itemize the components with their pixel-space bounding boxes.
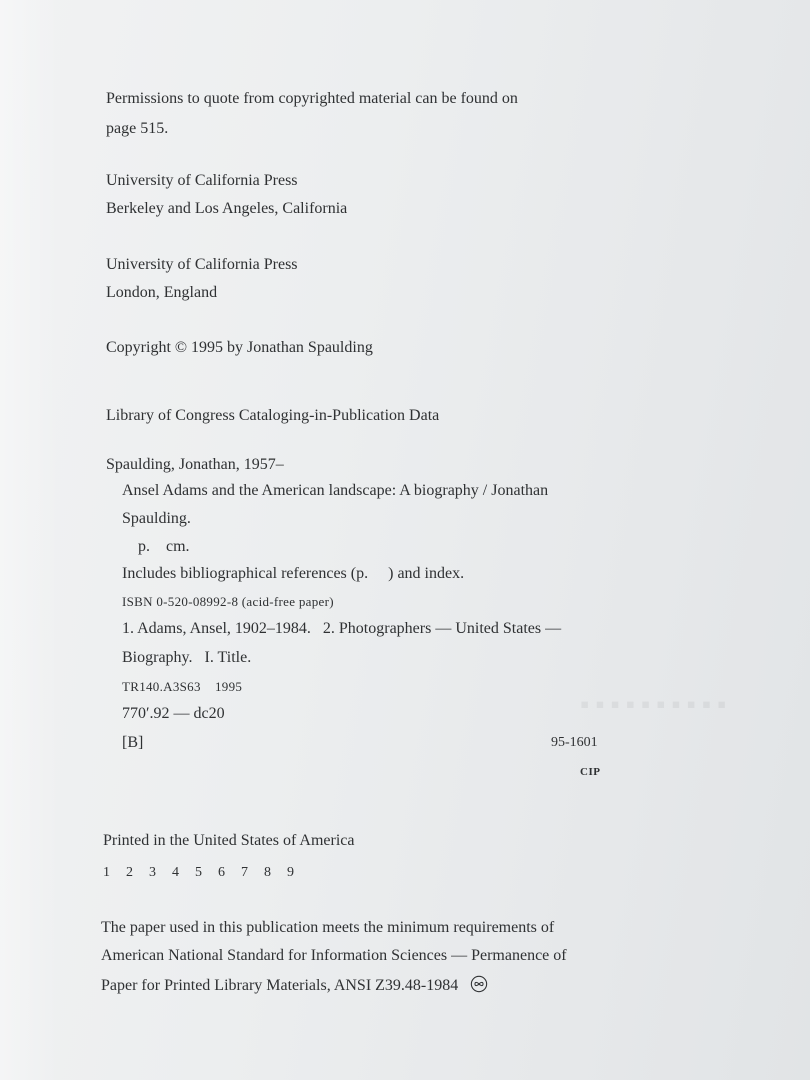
impression-number: 5 <box>195 865 202 880</box>
cip-title-line-1: Ansel Adams and the American landscape: A biography / Jonathan <box>122 482 549 499</box>
cip-subjects-line-1: 1. Adams, Ansel, 1902–1984. 2. Photographers — United States — <box>122 620 562 637</box>
show-through-text: ▪▪▪▪▪▪▪▪▪▪ <box>580 690 733 719</box>
impression-number: 7 <box>241 865 248 880</box>
printed-in-line: Printed in the United States of America <box>103 832 355 849</box>
impression-number: 2 <box>126 865 133 880</box>
cip-bracket: [B] <box>122 734 144 751</box>
paper-notice-line-3-wrap <box>101 975 488 996</box>
cip-notes: Includes bibliographical references (p. ) and index. <box>122 565 465 582</box>
printing-impression-numbers <box>103 862 306 883</box>
impression-number: 9 <box>287 865 294 880</box>
publisher-1-name: University of California Press <box>106 172 298 189</box>
cip-subjects-line-2: Biography. I. Title. <box>122 649 252 666</box>
cip-title-line-2: Spaulding. <box>122 510 191 527</box>
paper-notice-line-2: American National Standard for Information Sciences — Permanence of <box>101 947 567 964</box>
paper-notice-line-1: The paper used in this publication meets the minimum requirements of <box>101 919 555 936</box>
cip-isbn: ISBN 0-520-08992-8 (acid-free paper) <box>122 594 334 609</box>
permissions-line-1: Permissions to quote from copyrighted material can be found on <box>106 90 518 107</box>
cip-dewey: 770′.92 — dc20 <box>122 705 225 722</box>
cip-record-number: 95-1601 <box>551 735 598 750</box>
impression-number: 4 <box>172 865 179 880</box>
page-shading <box>0 0 60 1080</box>
cip-lc-class: TR140.A3S63 1995 <box>122 679 243 694</box>
publisher-2-name: University of California Press <box>106 256 298 273</box>
infinity-icon <box>470 975 488 993</box>
copyright-line: Copyright © 1995 by Jonathan Spaulding <box>106 339 373 356</box>
impression-number: 6 <box>218 865 225 880</box>
impression-number: 3 <box>149 865 156 880</box>
impression-number: 1 <box>103 865 110 880</box>
publisher-1-place: Berkeley and Los Angeles, California <box>106 200 348 217</box>
permissions-line-2: page 515. <box>106 120 169 137</box>
cip-physical: p. cm. <box>138 538 190 555</box>
cip-author: Spaulding, Jonathan, 1957– <box>106 456 284 473</box>
publisher-2-place: London, England <box>106 284 218 301</box>
cip-mark: CIP <box>580 766 601 778</box>
paper-notice-line-3: Paper for Printed Library Materials, ANSI Z39.48-1984 <box>101 977 459 994</box>
cip-heading: Library of Congress Cataloging-in-Publication Data <box>106 407 440 424</box>
impression-number: 8 <box>264 865 271 880</box>
